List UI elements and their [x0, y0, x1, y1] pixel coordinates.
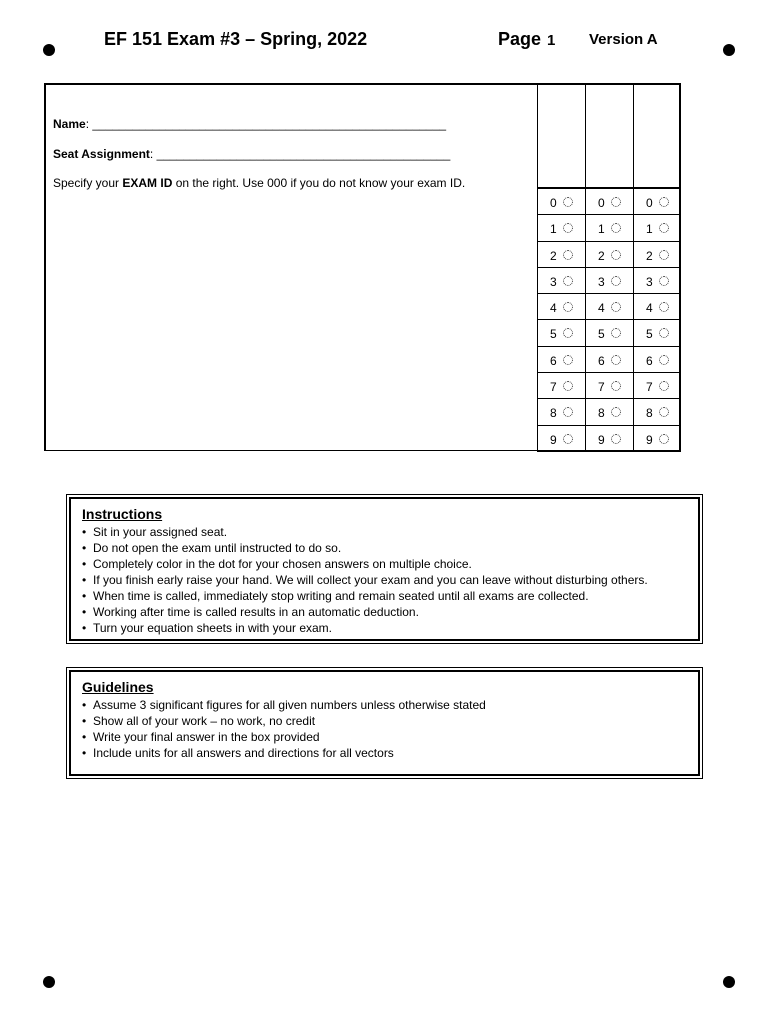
guidelines-list	[82, 697, 698, 761]
exam-id-option	[538, 268, 585, 294]
exam-id-option	[634, 373, 679, 399]
answer-bubble[interactable]	[611, 276, 621, 286]
exam-version: Version A	[589, 31, 658, 48]
exam-id-write-in-box[interactable]	[586, 84, 633, 189]
exam-id-digit: 6	[598, 353, 605, 368]
exam-id-option	[538, 426, 585, 452]
exam-id-digit: 8	[550, 406, 557, 421]
list-item: • Assume 3 significant figures for all given numbers unless otherwise stated	[82, 697, 698, 713]
name-blank[interactable]: : _____________________________________________________	[85, 117, 447, 131]
answer-bubble[interactable]	[611, 381, 621, 391]
name-field[interactable]	[53, 117, 446, 131]
exam-id-option	[538, 320, 585, 346]
page-indicator	[498, 29, 555, 50]
exam-id-option	[538, 215, 585, 241]
exam-id-option	[538, 347, 585, 373]
exam-id-write-in-box[interactable]	[634, 84, 679, 189]
instructions-title: Instructions	[82, 506, 163, 522]
list-item: • Completely color in the dot for your chosen answers on multiple choice.	[82, 556, 698, 572]
exam-id-option	[634, 268, 679, 294]
exam-id-option	[634, 320, 679, 346]
exam-id-option	[634, 347, 679, 373]
exam-id-option	[538, 189, 585, 215]
guidelines-title: Guidelines	[82, 679, 154, 695]
exam-id-option	[586, 320, 633, 346]
answer-bubble[interactable]	[611, 407, 621, 417]
answer-bubble[interactable]	[563, 276, 573, 286]
answer-bubble[interactable]	[659, 434, 669, 444]
exam-id-digit: 4	[550, 301, 557, 316]
registration-mark-top-right	[723, 44, 735, 56]
list-item: • Turn your equation sheets in with your exam.	[82, 620, 698, 636]
answer-bubble[interactable]	[563, 407, 573, 417]
answer-bubble[interactable]	[659, 276, 669, 286]
exam-id-digit: 9	[550, 432, 557, 447]
exam-id-option	[634, 215, 679, 241]
exam-id-digit: 5	[550, 327, 557, 342]
exam-id-option	[538, 242, 585, 268]
exam-id-digit: 2	[598, 248, 605, 263]
exam-id-digit: 3	[646, 274, 653, 289]
exam-id-option	[538, 294, 585, 320]
exam-id-option	[586, 215, 633, 241]
exam-id-option	[634, 189, 679, 215]
exam-id-digit: 4	[646, 301, 653, 316]
list-item: • Include units for all answers and directions for all vectors	[82, 745, 698, 761]
answer-bubble[interactable]	[659, 302, 669, 312]
answer-bubble[interactable]	[563, 328, 573, 338]
exam-id-digit: 2	[550, 248, 557, 263]
answer-bubble[interactable]	[563, 355, 573, 365]
answer-bubble[interactable]	[563, 223, 573, 233]
answer-bubble[interactable]	[659, 381, 669, 391]
exam-id-option	[586, 294, 633, 320]
answer-bubble[interactable]	[611, 355, 621, 365]
exam-id-digit: 5	[598, 327, 605, 342]
form-bottom-border	[44, 450, 537, 451]
answer-bubble[interactable]	[611, 434, 621, 444]
exam-id-digit: 1	[550, 222, 557, 237]
exam-id-instruction: Specify your EXAM ID on the right. Use 000 if you do not know your exam ID.	[53, 176, 466, 190]
exam-id-digit: 0	[550, 196, 557, 210]
list-item: • Do not open the exam until instructed to do so.	[82, 540, 698, 556]
exam-id-option	[634, 399, 679, 425]
guidelines-box	[66, 667, 703, 779]
answer-bubble[interactable]	[563, 434, 573, 444]
exam-id-column-1	[537, 84, 585, 452]
name-label: Name	[53, 117, 86, 131]
page-label: Page	[498, 29, 542, 49]
answer-bubble[interactable]	[659, 328, 669, 338]
exam-id-digit: 1	[598, 222, 605, 237]
exam-id-option	[586, 268, 633, 294]
list-item: • Write your final answer in the box provided	[82, 729, 698, 745]
exam-id-digit: 2	[646, 248, 653, 263]
exam-id-option	[586, 189, 633, 215]
answer-bubble[interactable]	[563, 197, 573, 207]
exam-id-digit: 7	[646, 380, 653, 395]
exam-id-digit: 0	[646, 196, 653, 210]
exam-id-option	[586, 242, 633, 268]
answer-bubble[interactable]	[659, 355, 669, 365]
exam-id-digit: 0	[598, 196, 605, 210]
answer-bubble[interactable]	[611, 250, 621, 260]
instructions-list	[82, 524, 698, 636]
exam-id-digit: 8	[598, 406, 605, 421]
exam-id-digit: 9	[646, 432, 653, 447]
exam-id-option	[634, 294, 679, 320]
exam-id-option	[586, 347, 633, 373]
instructions-box	[66, 494, 703, 644]
list-item: • Working after time is called results in an automatic deduction.	[82, 604, 698, 620]
answer-bubble[interactable]	[659, 250, 669, 260]
answer-bubble[interactable]	[563, 302, 573, 312]
answer-bubble[interactable]	[611, 197, 621, 207]
exam-id-option	[538, 373, 585, 399]
exam-id-digit: 5	[646, 327, 653, 342]
registration-mark-top-left	[43, 44, 55, 56]
answer-bubble[interactable]	[659, 407, 669, 417]
exam-id-option	[586, 373, 633, 399]
registration-mark-bottom-right	[723, 976, 735, 988]
exam-id-option	[538, 399, 585, 425]
seat-assignment-field[interactable]	[53, 147, 450, 161]
exam-id-digit: 6	[550, 353, 557, 368]
exam-id-digit: 3	[550, 274, 557, 289]
exam-id-option	[634, 426, 679, 452]
seat-assignment-blank[interactable]: : ____________________________________________	[149, 147, 451, 161]
list-item: • If you finish early raise your hand. We will collect your exam and you can leave without disturbing others.	[82, 572, 698, 588]
exam-id-write-in-box[interactable]	[538, 84, 585, 189]
exam-title: EF 151 Exam #3 – Spring, 2022	[104, 29, 368, 49]
answer-bubble[interactable]	[563, 250, 573, 260]
answer-bubble[interactable]	[659, 223, 669, 233]
exam-id-digit: 3	[598, 274, 605, 289]
list-item: • Sit in your assigned seat.	[82, 524, 698, 540]
exam-id-digit: 1	[646, 222, 653, 237]
exam-id-digit: 7	[550, 380, 557, 395]
answer-bubble[interactable]	[611, 223, 621, 233]
answer-bubble[interactable]	[659, 197, 669, 207]
exam-id-digit: 9	[598, 432, 605, 447]
exam-id-column-3	[633, 84, 681, 452]
exam-id-option	[634, 242, 679, 268]
exam-id-option	[586, 399, 633, 425]
seat-assignment-label: Seat Assignment	[53, 147, 150, 161]
answer-bubble[interactable]	[611, 328, 621, 338]
exam-id-digit: 4	[598, 301, 605, 316]
exam-id-digit: 7	[598, 380, 605, 395]
answer-bubble[interactable]	[563, 381, 573, 391]
exam-id-option	[586, 426, 633, 452]
list-item: • When time is called, immediately stop writing and remain seated until all exams are collected.	[82, 588, 698, 604]
form-left-border	[44, 83, 46, 451]
exam-id-column-2	[585, 84, 633, 452]
answer-bubble[interactable]	[611, 302, 621, 312]
list-item: • Show all of your work – no work, no credit	[82, 713, 698, 729]
page-number: 1	[547, 32, 556, 49]
exam-id-digit: 6	[646, 353, 653, 368]
exam-id-digit: 8	[646, 406, 653, 421]
registration-mark-bottom-left	[43, 976, 55, 988]
